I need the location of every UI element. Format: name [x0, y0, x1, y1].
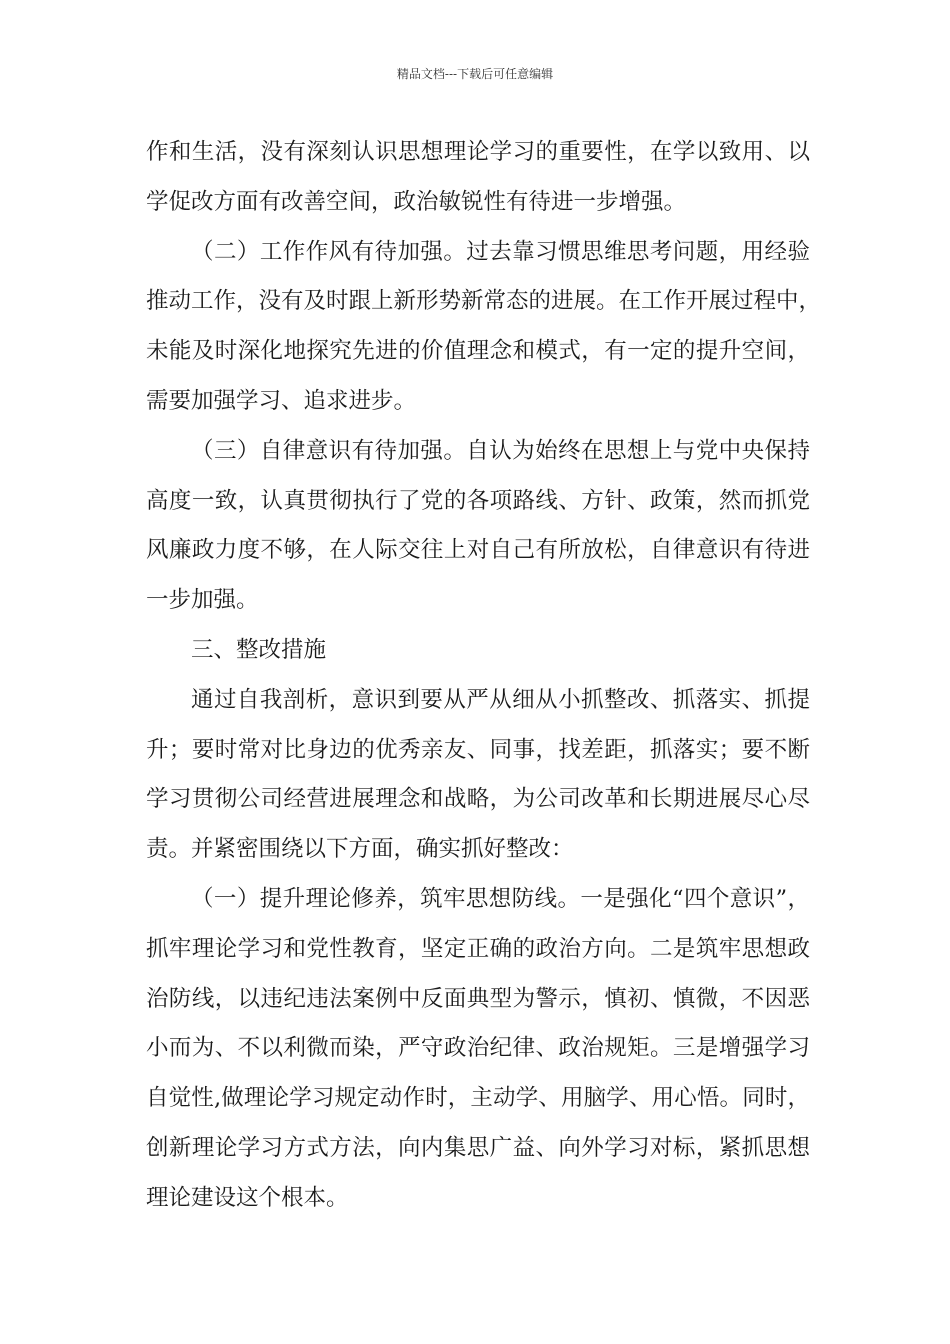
- page-header: 精品文档---下载后可任意编辑: [396, 67, 554, 81]
- text-line: 学促改方面有改善空间，政治敏锐性有待进一步增强。: [146, 188, 687, 215]
- text-line: 责。并紧密围绕以下方面，确实抓好整改：: [146, 836, 574, 863]
- paragraph-heading-line: （二）工作作风有待加强。过去靠习惯思维思考问题，用经验: [191, 238, 810, 265]
- text-line: 治防线，以违纪违法案例中反面典型为警示，慎初、慎微，不因恶: [146, 985, 810, 1012]
- text-line: 高度一致，认真贯彻执行了党的各项路线、方针、政策，然而抓党: [146, 487, 810, 514]
- text-line: 创新理论学习方式方法，向内集思广益、向外学习对标，紧抓思想: [146, 1134, 810, 1161]
- text-line: 一步加强。: [146, 587, 259, 614]
- text-line: 自觉性,做理论学习规定动作时，主动学、用脑学、用心悟。同时，: [146, 1085, 810, 1112]
- paragraph-heading-line: （一）提升理论修养，筑牢思想防线。一是强化“四个意识”，: [191, 885, 810, 912]
- text-line: 作和生活，没有深刻认识思想理论学习的重要性，在学以致用、以: [146, 139, 810, 165]
- text-line: 升；要时常对比身边的优秀亲友、同事，找差距，抓落实；要不断: [146, 736, 810, 763]
- text-line: 通过自我剖析，意识到要从严从细从小抓整改、抓落实、抓提: [191, 686, 810, 713]
- text-line: 需要加强学习、追求进步。: [146, 387, 417, 414]
- body-text: [146, 128, 822, 1224]
- text-line: 风廉政力度不够，在人际交往上对自己有所放松，自律意识有待进: [146, 537, 810, 564]
- text-line: 推动工作，没有及时跟上新形势新常态的进展。在工作开展过程中，: [146, 288, 822, 315]
- text-line: 理论建设这个根本。: [146, 1184, 349, 1211]
- text-line: 学习贯彻公司经营进展理念和战略，为公司改革和长期进展尽心尽: [146, 786, 810, 813]
- text-line: 未能及时深化地探究先进的价值理念和模式，有一定的提升空间，: [146, 338, 810, 365]
- text-line: 小而为、不以利微而染，严守政治纪律、政治规矩。三是增强学习: [146, 1035, 810, 1062]
- section-heading: 三、整改措施: [191, 636, 327, 663]
- paragraph-heading-line: （三）自律意识有待加强。自认为始终在思想上与党中央保持: [191, 437, 810, 464]
- text-line: 抓牢理论学习和党性教育，坚定正确的政治方向。二是筑牢思想政: [146, 935, 810, 962]
